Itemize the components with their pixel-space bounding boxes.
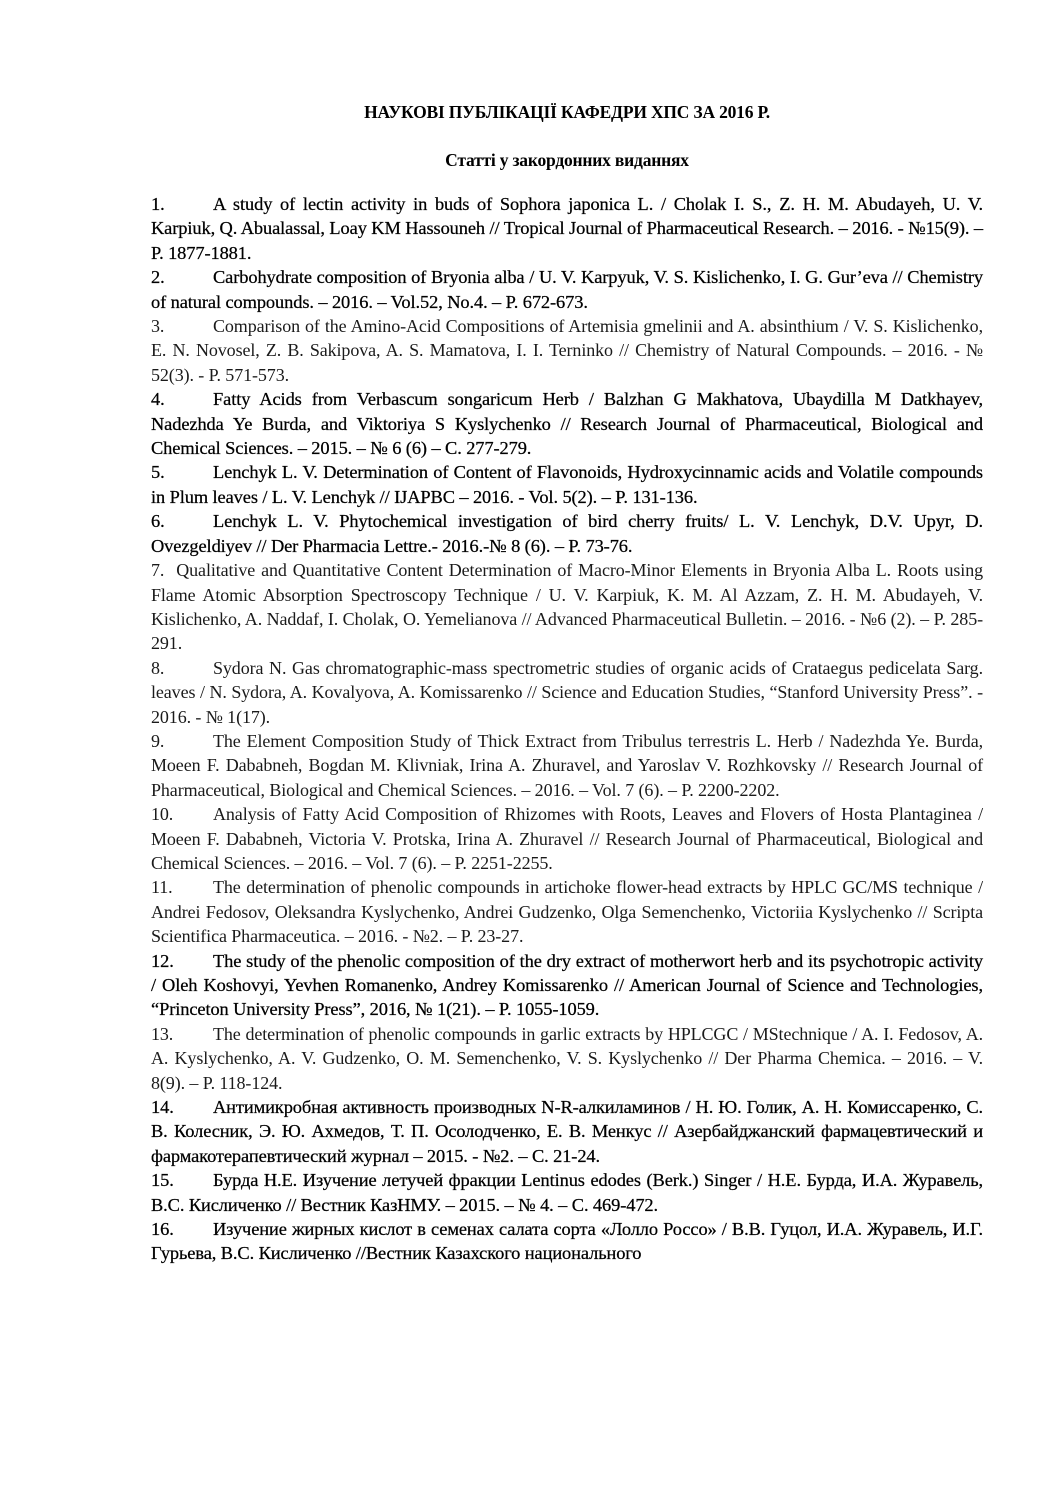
entry-text: Sydora N. Gas chromatographic-mass spectrometric studies of organic acids of Crataegus pedicelata Sarg. leaves / N. Sydora, A. Kovalyova, A. Komissarenko // Science and Education Studies, “Stanford University Press”. - 2016. - № 1(17). (151, 657, 983, 727)
entry-number: 10. (151, 804, 174, 825)
entry-number: 12. (151, 950, 174, 971)
entry-text: The study of the phenolic composition of the dry extract of motherwort herb and its psychotropic activity / Oleh Koshovyi, Yevhen Romanenko, Andrey Komissarenko // American Journal of Science and Technologies, “Princeton University Press”, 2016, № 1(21). – P. 1055-1059. (151, 950, 983, 1020)
entry-number: 16. (151, 1219, 174, 1240)
entry-text: The determination of phenolic compounds in artichoke flower-head extracts by HPLC GC/MS technique / Andrei Fedosov, Oleksandra Kyslychenko, Andrei Gudzenko, Olga Semenchenko, Victoriia Kyslychenko // Scripta Scientifica Pharmaceutica. – 2016. - №2. – P. 23-27. (151, 877, 983, 947)
publication-entry (151, 509, 983, 558)
entry-text: Fatty Acids from Verbascum songaricum Herb / Balzhan G Makhatova, Ubaydilla M Datkhayev, Nadezhda Ye Burda, and Viktoriya S Kyslychenko // Research Journal of Pharmaceutical, Biological and Chemical Sciences. – 2015. – № 6 (6) – С. 277-279. (151, 389, 983, 459)
publication-entry (151, 460, 983, 509)
entry-text: Qualitative and Quantitative Content Determination of Macro-Minor Elements in Bryonia Alba L. Roots using Flame Atomic Absorption Spectroscopy Technique / U. V. Karpiuk, K. M. Al Azzam, Z. H. M. Abudayeh, V. Kislichenko, A. Naddaf, I. Cholak, O. Yemelianova // Advanced Pharmaceutical Bulletin. – 2016. - №6 (2). – P. 285-291. (151, 560, 983, 654)
entry-number: 9. (151, 730, 165, 751)
entry-number: 2. (151, 267, 165, 288)
publication-entry (151, 729, 983, 802)
entry-text: Lenchyk L. V. Determination of Content of Flavonoids, Hydroxycinnamic acids and Volatile compounds in Plum leaves / L. V. Lenchyk // IJAPBC – 2016. - Vol. 5(2). – P. 131-136. (151, 462, 983, 507)
entry-number: 13. (151, 1023, 174, 1044)
publication-entry (151, 558, 983, 656)
publication-entry (151, 387, 983, 460)
entry-number: 4. (151, 389, 165, 410)
publication-entry (151, 314, 983, 387)
entry-number: 14. (151, 1097, 174, 1118)
section-heading: Статті у закордонних виданнях (445, 150, 689, 170)
entry-text: The Element Composition Study of Thick Extract from Tribulus terrestris L. Herb / Nadezhda Ye. Burda, Moeen F. Dababneh, Bogdan M. Klivniak, Irina A. Zhuravel, and Yaroslav V. Rozhkovsky // Research Journal of Pharmaceutical, Biological and Chemical Sciences. – 2016. – Vol. 7 (6). – P. 2200-2202. (151, 730, 983, 800)
entry-text: Бурда Н.Е. Изучение летучей фракции Lentinus edodes (Berk.) Singer / Н.Е. Бурда, И.А. Журавель, В.С. Кисличенко // Вестник КазНМУ. – 2015. – № 4. – С. 469-472. (151, 1170, 983, 1215)
entry-text: A study of lectin activity in buds of Sophora japonica L. / Cholak I. S., Z. H. M. Abudayeh, U. V. Karpiuk, Q. Abualassal, Loay KM Hassouneh // Tropical Journal of Pharmaceutical Research. – 2016. - №15(9). – P. 1877-1881. (151, 194, 984, 263)
publication-entry (151, 875, 983, 948)
publication-entry (151, 1095, 983, 1168)
entry-text: Изучение жирных кислот в семенах салата сорта «Лолло Россо» / В.В. Гуцол, И.А. Журавель, И.Г. Гурьева, В.С. Кисличенко //Вестник Казахского национального (151, 1219, 983, 1264)
entry-text: Carbohydrate composition of Bryonia alba / U. V. Karpyuk, V. S. Kislichenko, I. G. Gur’eva // Chemistry of natural compounds. – 2016. – Vol.52, No.4. – P. 672-673. (151, 267, 983, 312)
document-page (151, 100, 983, 1266)
entry-text: Lenchyk L. V. Phytochemical investigation of bird cherry fruits/ L. V. Lenchyk, D.V. Upyr, D. Ovezgeldiyev // Der Pharmacia Lettre.- 2016.-№ 8 (6). – P. 73-76. (151, 511, 983, 556)
entry-number: 6. (151, 511, 165, 532)
publication-entry (151, 949, 983, 1022)
publication-entry (151, 656, 983, 729)
entry-text: Analysis of Fatty Acid Composition of Rhizomes with Roots, Leaves and Flovers of Hosta Plantaginea / Moeen F. Dababneh, Victoria V. Protska, Irina A. Zhuravel // Research Journal of Pharmaceutical, Biological and Chemical Sciences. – 2016. – Vol. 7 (6). – P. 2251-2255. (151, 804, 983, 873)
entry-text: Comparison of the Amino-Acid Compositions of Artemisia gmelinii and A. absinthium / V. S. Kislichenko, E. N. Novosel, Z. B. Sakipova, A. S. Mamatova, I. I. Terninko // Chemistry of Natural Compounds. – 2016. - № 52(3). - P. 571-573. (151, 316, 983, 385)
entry-text: Антимикробная активность производных N-R-алкиламинов / Н. Ю. Голик, А. Н. Комиссаренко, С. В. Колесник, Э. Ю. Ахмедов, Т. П. Осолодченко, Е. В. Менкус // Азербайджанский фармацевтический и фармакотерапевтический журнал – 2015. - №2. – С. 21-24. (151, 1097, 983, 1166)
entry-text: The determination of phenolic compounds in garlic extracts by HPLCGC / MStechnique / A. I. Fedosov, A. A. Kyslychenko, A. V. Gudzenko, O. M. Semenchenko, V. S. Kyslychenko // Der Pharma Chemica. – 2016. – V. 8(9). – P. 118-124. (151, 1023, 983, 1093)
entry-number: 8. (151, 657, 165, 678)
publication-entry (151, 1217, 983, 1266)
publication-entry (151, 192, 983, 265)
publication-entry (151, 265, 983, 314)
entry-number: 7. (151, 560, 165, 581)
entry-number: 5. (151, 462, 165, 483)
publication-entry (151, 1168, 983, 1217)
entry-number: 3. (151, 316, 165, 337)
publication-entry (151, 802, 983, 875)
entry-number: 1. (151, 194, 165, 214)
entry-number: 15. (151, 1170, 174, 1191)
entry-number: 11. (151, 877, 173, 898)
page-title: НАУКОВІ ПУБЛІКАЦІЇ КАФЕДРИ ХПС ЗА 2016 Р. (364, 102, 770, 122)
publication-entry (151, 1022, 983, 1095)
